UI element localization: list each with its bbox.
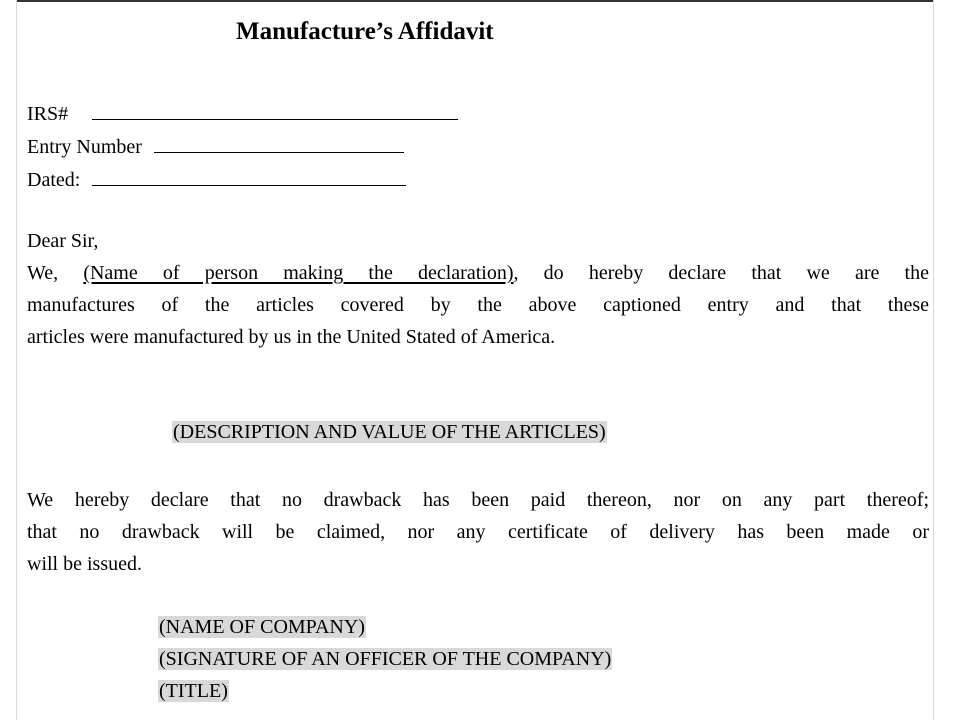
declaration-line-1-rest: , do hereby declare that we are the	[513, 262, 929, 284]
top-border	[16, 0, 934, 2]
signature-line	[158, 648, 612, 671]
officer-signature-placeholder: (SIGNATURE OF AN OFFICER OF THE COMPANY)	[159, 648, 612, 670]
drawback-paragraph	[27, 484, 929, 580]
drawback-line-3: will be issued.	[27, 553, 142, 575]
declaration-line-2: manufactures of the articles covered by the above captioned entry and that these	[27, 294, 929, 316]
declaration-paragraph	[27, 257, 929, 353]
dated-field	[27, 167, 406, 192]
irs-field	[27, 101, 458, 126]
irs-label: IRS#	[27, 103, 69, 125]
company-name-placeholder: (NAME OF COMPANY)	[159, 616, 365, 638]
entry-number-field	[27, 134, 404, 159]
title-line	[158, 680, 229, 703]
entry-number-label: Entry Number	[27, 136, 142, 158]
document-title: Manufacture’s Affidavit	[236, 18, 494, 45]
company-name-line	[158, 616, 366, 639]
entry-number-blank-line	[154, 134, 404, 153]
declarant-name-placeholder: (Name of person making the declaration)	[83, 262, 514, 284]
left-border	[16, 0, 17, 720]
drawback-line-1: We hereby declare that no drawback has been paid thereon, nor on any part thereof;	[27, 489, 929, 511]
right-border	[933, 0, 934, 720]
officer-title-placeholder: (TITLE)	[159, 680, 228, 702]
dated-label: Dated:	[27, 169, 81, 191]
dated-blank-line	[92, 167, 406, 186]
description-placeholder-block	[172, 421, 607, 444]
declaration-line-3: articles were manufactured by us in the United Stated of America.	[27, 326, 556, 348]
declaration-line-1	[27, 257, 929, 289]
drawback-line-2: that no drawback will be claimed, nor any certificate of delivery has been made or	[27, 521, 929, 543]
description-placeholder: (DESCRIPTION AND VALUE OF THE ARTICLES)	[173, 421, 606, 443]
declaration-prefix: We,	[27, 262, 84, 284]
salutation: Dear Sir,	[27, 230, 99, 252]
irs-blank-line	[92, 101, 458, 120]
